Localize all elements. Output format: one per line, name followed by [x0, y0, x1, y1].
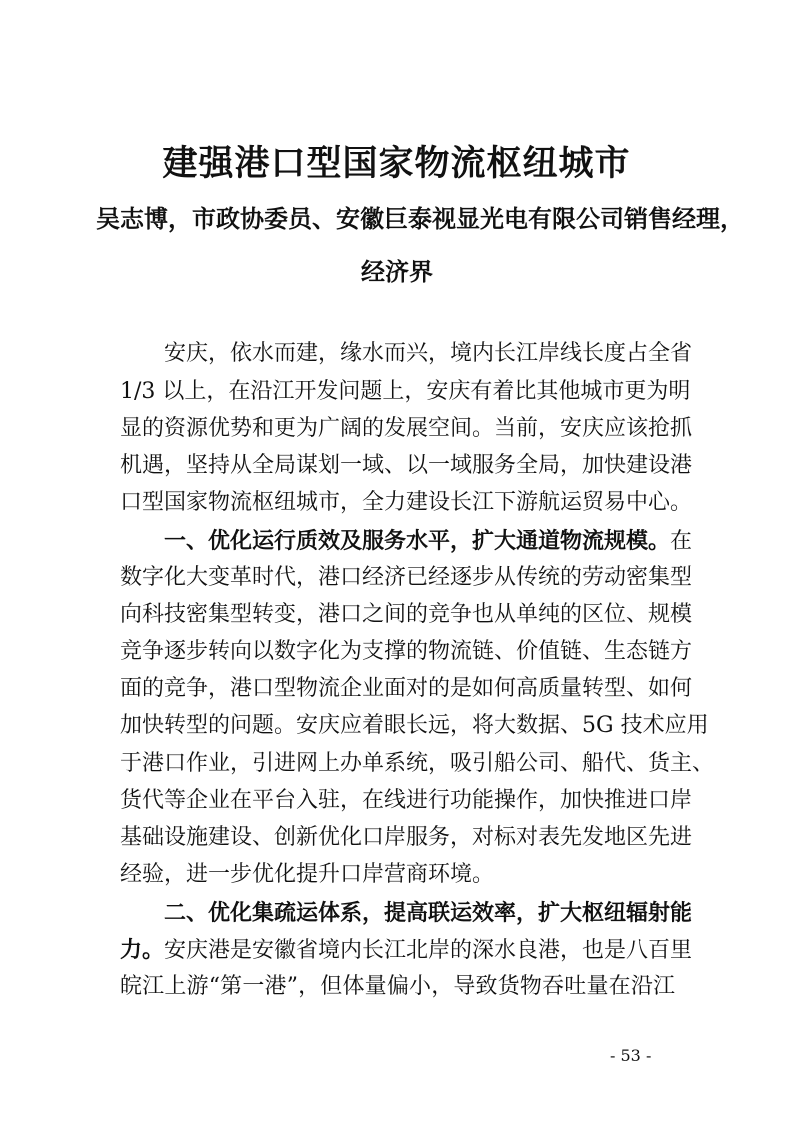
- section-heading: 力。: [120, 937, 165, 963]
- paragraph-line: 基础设施建设、创新优化口岸服务，对标对表先发地区先进: [120, 825, 693, 850]
- paragraph-line: 机遇，坚持从全局谋划一域、以一域服务全局，加快建设港: [120, 453, 693, 478]
- paragraph-line: 安庆，依水而建，缘水而兴，境内长江岸线长度占全省: [164, 341, 693, 366]
- page-number: - 53 -: [610, 1046, 652, 1065]
- paragraph-line: 于港口作业，引进网上办单系统，吸引船公司、船代、货主、: [120, 751, 715, 776]
- author-line: 吴志博，市政协委员、安徽巨泰视显光电有限公司销售经理，: [96, 204, 744, 233]
- paragraph-line: 经验，进一步优化提升口岸营商环境。: [120, 862, 495, 887]
- paragraph-text: 安庆港是安徽省境内长江北岸的深水良港，也是八百里: [164, 938, 693, 963]
- paragraph-line: 1/3 以上，在沿江开发问题上，安庆有着比其他城市更为明: [120, 379, 691, 404]
- paragraph-line: 竞争逐步转向以数字化为支撑的物流链、价值链、生态链方: [120, 639, 693, 664]
- paragraph-line: 向科技密集型转变，港口之间的竞争也从单纯的区位、规模: [120, 602, 693, 627]
- author-line: 经济界: [361, 257, 433, 286]
- section-heading-line: [120, 935, 693, 966]
- section-heading-line: [164, 526, 693, 557]
- page-title: 建强港口型国家物流枢纽城市: [162, 143, 631, 184]
- paragraph-text: 在: [670, 529, 693, 554]
- paragraph-line: 加快转型的问题。安庆应着眼长远，将大数据、5G 技术应用: [120, 713, 709, 738]
- paragraph-line: 口型国家物流枢纽城市，全力建设长江下游航运贸易中心。: [120, 490, 693, 515]
- paragraph-line: 显的资源优势和更为广阔的发展空间。当前，安庆应该抢抓: [120, 416, 693, 441]
- paragraph-line: 皖江上游“第一港”，但体量偏小，导致货物吞吐量在沿江: [120, 974, 675, 999]
- section-heading: 一、优化运行质效及服务水平，扩大通道物流规模。: [164, 528, 671, 554]
- section-heading: 二、优化集疏运体系，提高联运效率，扩大枢纽辐射能: [164, 900, 693, 926]
- section-heading-line: [164, 898, 693, 929]
- paragraph-line: 面的竞争，港口型物流企业面对的是如何高质量转型、如何: [120, 676, 693, 701]
- paragraph-line: 数字化大变革时代，港口经济已经逐步从传统的劳动密集型: [120, 565, 693, 590]
- paragraph-line: 货代等企业在平台入驻，在线进行功能操作，加快推进口岸: [120, 788, 693, 813]
